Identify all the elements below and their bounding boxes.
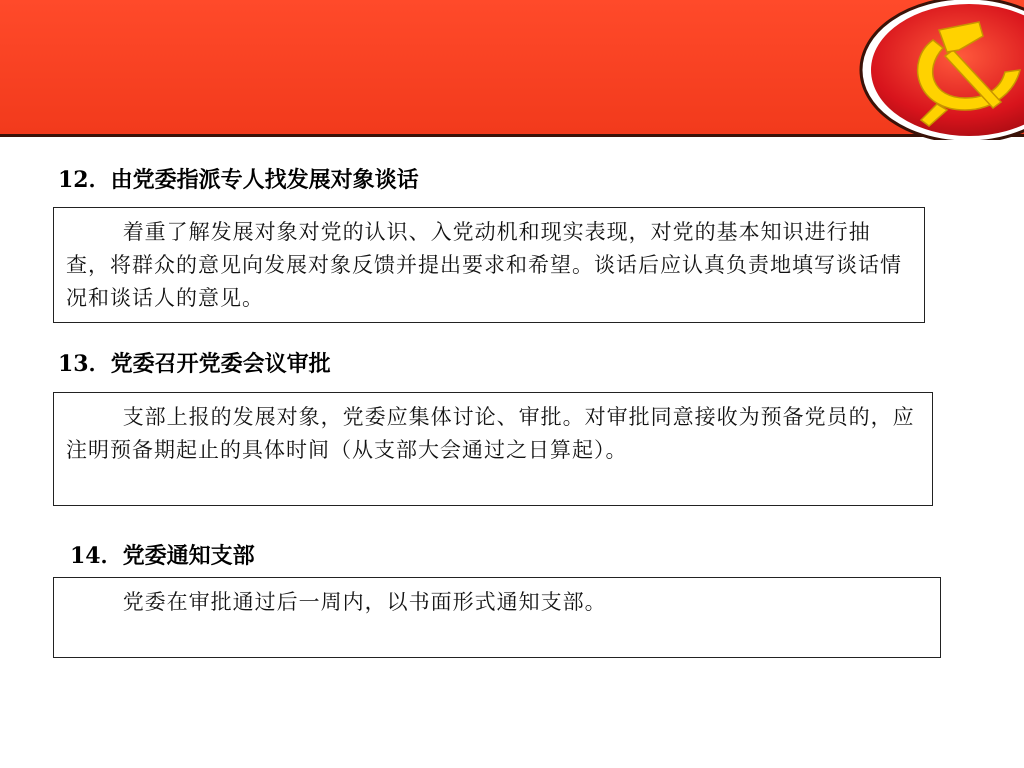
section-heading-13: 13．党委召开党委会议审批	[58, 351, 331, 377]
section-box-13	[53, 392, 933, 506]
section-text-12: 着重了解发展对象对党的认识、入党动机和现实表现，对党的基本知识进行抽查，将群众的意见向发展对象反馈并提出要求和希望。谈话后应认真负责地填写谈话情况和谈话人的意见。	[66, 220, 902, 310]
section-box-12	[53, 207, 925, 323]
hammer-and-sickle-icon	[855, 0, 1024, 140]
section-heading-14: 14．党委通知支部	[70, 543, 255, 569]
section-text-14: 党委在审批通过后一周内，以书面形式通知支部。	[122, 590, 607, 614]
section-text-13: 支部上报的发展对象，党委应集体讨论、审批。对审批同意接收为预备党员的，应注明预备期起止的具体时间（从支部大会通过之日算起）。	[66, 405, 915, 462]
section-box-14	[53, 577, 941, 658]
section-heading-12: 12．由党委指派专人找发展对象谈话	[58, 167, 419, 193]
party-emblem	[855, 0, 1024, 140]
